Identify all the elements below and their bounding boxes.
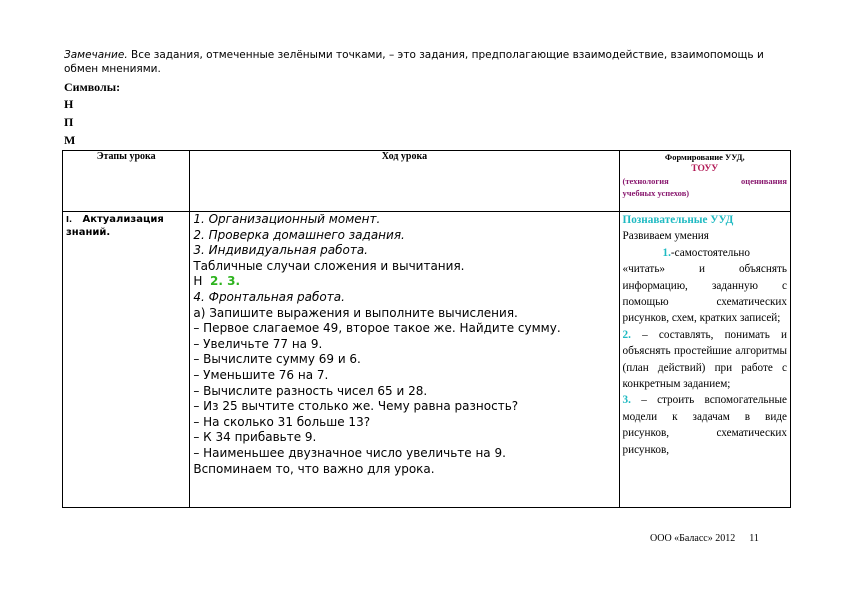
note-paragraph — [64, 48, 784, 76]
green-task-numbers: 2. 3. — [210, 274, 241, 289]
uud-item-2-num: 2. — [622, 328, 631, 341]
lesson-table — [62, 150, 791, 508]
uud-subtitle: Развиваем умения — [622, 230, 709, 243]
header-course-label: Ход урока — [381, 151, 428, 162]
symbol-n: Н — [64, 97, 74, 111]
course-line: 1. Организационный момент. — [193, 212, 381, 226]
uud-item-1-num: 1. — [662, 246, 671, 259]
course-line: – Вычислите сумму 69 и 6. — [193, 352, 361, 367]
course-line-symbols — [193, 274, 615, 290]
page-number: 11 — [749, 533, 759, 544]
uud-cell — [619, 212, 790, 508]
uud-item-1 — [623, 245, 787, 327]
uud-item-2 — [623, 327, 787, 393]
stage-number: I. — [66, 215, 73, 224]
course-line: – Из 25 вычтите столько же. Чему равна разность? — [193, 399, 519, 414]
course-line: Табличные случаи сложения и вычитания. — [193, 258, 465, 273]
course-line: Вспоминаем то, что важно для урока. — [193, 461, 435, 476]
header-tech-line1: (технология оценивания — [622, 176, 787, 186]
header-course — [190, 151, 619, 212]
symbol-m: М — [64, 133, 76, 147]
header-stages — [63, 151, 190, 212]
course-line: 2. Проверка домашнего задания. — [193, 227, 405, 242]
page-footer — [650, 533, 759, 544]
course-cell — [190, 212, 619, 508]
course-line: – На сколько 31 больше 13? — [193, 414, 371, 429]
course-line: – Увеличьте 77 на 9. — [193, 336, 323, 351]
course-line: – Вычислите разность чисел 65 и 28. — [193, 383, 428, 398]
course-line: – Первое слагаемое 49, второе такое же. Найдите сумму. — [193, 321, 561, 336]
header-stages-label: Этапы урока — [96, 151, 156, 162]
stage-text: Актуализация знаний. — [66, 214, 164, 238]
note-text: Все задания, отмеченные зелёными точками, – это задания, предполагающие взаимодействие, взаимопомощь и обмен мнениями. — [64, 49, 764, 75]
table-header-row — [63, 151, 791, 212]
header-tech-line2: учебных успехов) — [622, 188, 690, 198]
note-label: Замечание. — [64, 49, 128, 61]
uud-item-3 — [623, 392, 787, 458]
uud-item-3-num: 3. — [622, 394, 631, 407]
uud-item-2-text: – составлять, понимать и объяснять простейшие алгоритмы (план действий) при работе с конкретным заданием; — [622, 328, 787, 391]
course-line: 3. Индивидуальная работа. — [193, 243, 368, 258]
course-line: а) Запишите выражения и выполните вычисления. — [193, 305, 518, 320]
uud-item-3-text: – строить вспомогательные модели к задачам в виде рисунков, схематических рисунков, — [622, 394, 787, 456]
symbols-title: Символы: — [64, 80, 121, 94]
header-formation-block — [623, 151, 787, 199]
uud-item-1-text: -самостоятельно «читать» и объяснять информацию, заданную с помощью схематических рисунков, схем, кратких записей; — [622, 246, 787, 325]
footer-publisher: ООО «Баласс» 2012 — [650, 533, 736, 544]
course-line: – К 34 прибавьте 9. — [193, 430, 317, 445]
header-formation-label: Формирование УУД, — [664, 152, 745, 162]
course-line: – Уменьшите 76 на 7. — [193, 367, 329, 382]
stage-cell — [63, 212, 190, 508]
uud-title: Познавательные УУД — [622, 214, 734, 226]
header-formation — [619, 151, 790, 212]
header-touu-label: ТОУУ — [691, 164, 719, 174]
symbol-p: П — [64, 115, 74, 129]
table-row — [63, 212, 791, 508]
course-line: – Наименьшее двузначное число увеличьте на 9. — [193, 445, 506, 460]
symbol-h-text: Н — [193, 274, 203, 289]
course-line: 4. Фронтальная работа. — [193, 289, 345, 304]
